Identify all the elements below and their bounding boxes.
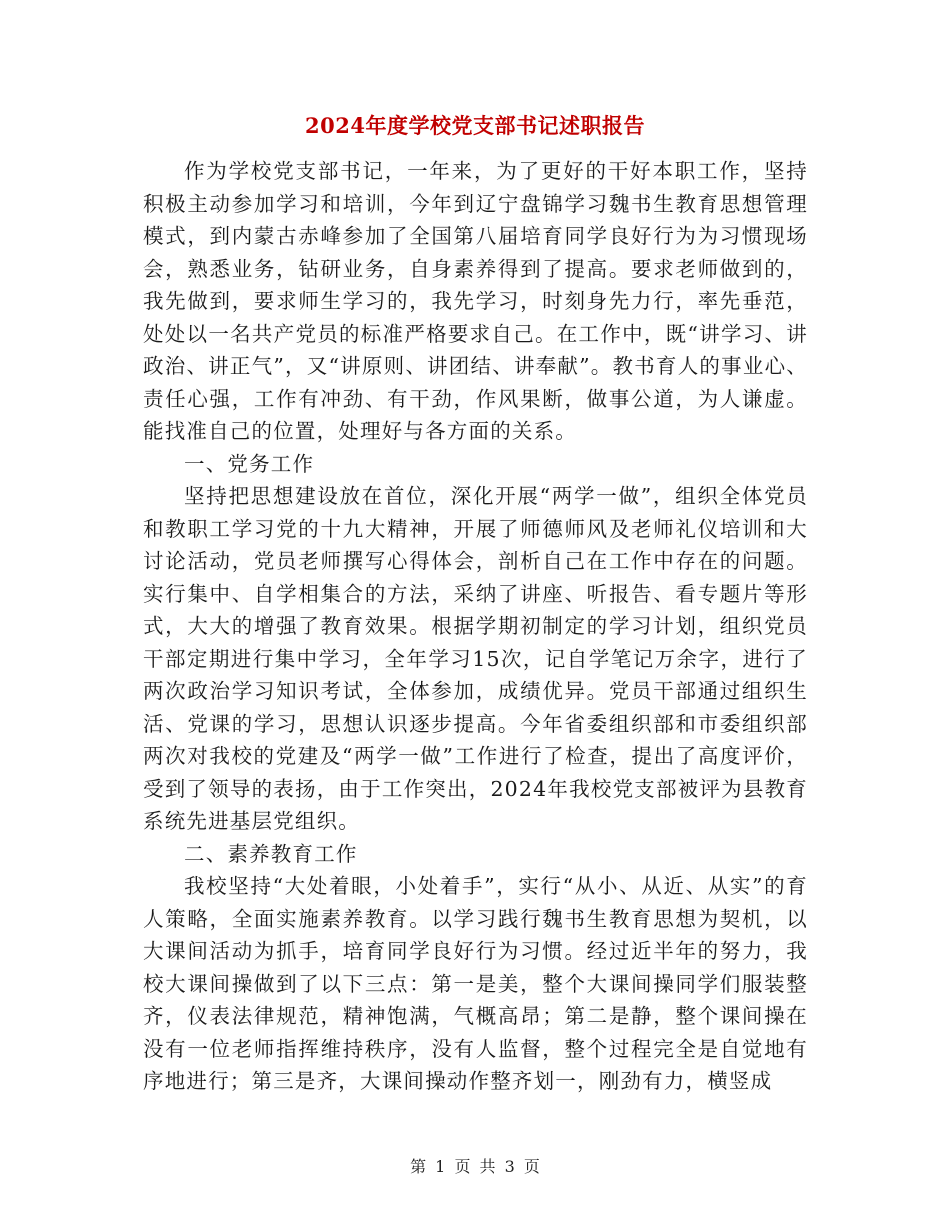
section-heading-party-affairs: 一、党务工作	[184, 451, 315, 476]
document-title: 2024年度学校党支部书记述职报告	[305, 113, 645, 138]
page-footer: 第 1 页 共 3 页	[410, 1157, 540, 1176]
intro-paragraph: 作为学校党支部书记，一年来，为了更好的干好本职工作，坚持积极主动参加学习和培训，今年到辽宁盘锦学习魏书生教育思想管理模式，到内蒙古赤峰参加了全国第八届培育同学良好行为为习惯现场会，熟悉业务，钻研业务，自身素养得到了提高。要求老师做到的，我先做到，要求师生学习的，我先学习，时刻身先力行，率先垂范，处处以一名共产党员的标准严格要求自己。在工作中，既“讲学习、讲政治、讲正气”，又“讲原则、讲团结、讲奉献”。教书育人的事业心、责任心强，工作有冲劲、有干劲，作风果断，做事公道，为人谦虚。能找准自己的位置，处理好与各方面的关系。	[143, 159, 808, 443]
quality-education-paragraph: 我校坚持“大处着眼，小处着手”，实行“从小、从近、从实”的育人策略，全面实施素养教育。以学习践行魏书生教育思想为契机，以大课间活动为抓手，培育同学良好行为习惯。经过近半年的努力，我校大课间操做到了以下三点：第一是美，整个大课间操同学们服装整齐，仪表法律规范，精神饱满，气概高昂；第二是静，整个课间操在没有一位老师指挥维持秩序，没有人监督，整个过程完全是自觉地有序地进行；第三是齐，大课间操动作整齐划一，刚劲有力，横竖成	[143, 874, 808, 1093]
section-heading-quality-education: 二、素养教育工作	[184, 841, 358, 866]
document-body	[143, 155, 808, 1098]
party-affairs-paragraph: 坚持把思想建设放在首位，深化开展“两学一做”，组织全体党员和教职工学习党的十九大精神，开展了师德师风及老师礼仪培训和大讨论活动，党员老师撰写心得体会，剖析自己在工作中存在的问题。实行集中、自学相集合的方法，采纳了讲座、听报告、看专题片等形式，大大的增强了教育效果。根据学期初制定的学习计划，组织党员干部定期进行集中学习，全年学习15次，记自学笔记万余字，进行了两次政治学习知识考试，全体参加，成绩优异。党员干部通过组织生活、党课的学习，思想认识逐步提高。今年省委组织部和市委组织部两次对我校的党建及“两学一做”工作进行了检查，提出了高度评价，受到了领导的表扬，由于工作突出，2024年我校党支部被评为县教育系统先进基层党组织。	[143, 484, 808, 833]
